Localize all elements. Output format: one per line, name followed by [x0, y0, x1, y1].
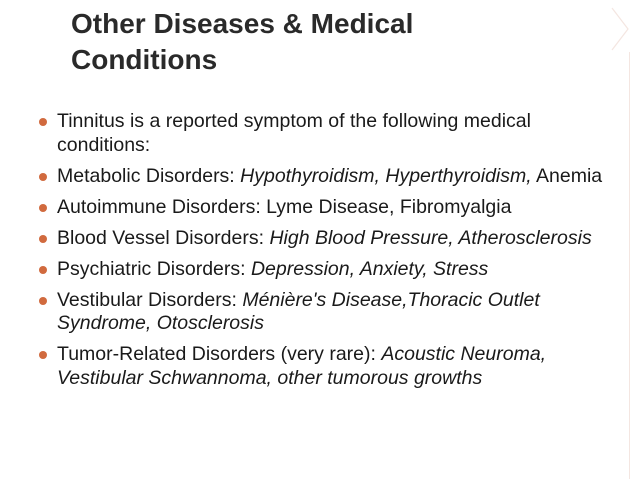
bullet-italic-text: Acoustic Neuroma, Vestibular Schwannoma, other tumorous growths: [57, 343, 547, 389]
bullet-text: Tinnitus is a reported symptom of the following medical conditions:: [57, 110, 531, 156]
bullet-italic-text: Ménière's Disease,Thoracic Outlet Syndrome, Otosclerosis: [57, 288, 540, 334]
slide-title-line-1: Other Diseases & Medical: [71, 8, 414, 39]
bullet-dot-icon: [39, 235, 47, 243]
bullet-dot-icon: [39, 173, 47, 181]
bullet-item: [42, 289, 612, 336]
bullet-dot-icon: [39, 266, 47, 274]
bullet-item: [42, 343, 612, 390]
bullet-text: Tumor-Related Disorders (very rare):: [57, 343, 382, 365]
bullet-italic-text: High Blood Pressure, Atherosclerosis: [269, 226, 592, 249]
bullet-dot-icon: [39, 204, 47, 212]
slide-title-line-2: Conditions: [71, 44, 218, 75]
decorative-divider: [629, 52, 630, 479]
bullet-item: [42, 227, 612, 251]
bullet-text: Psychiatric Disorders:: [57, 257, 251, 280]
bullet-item: [42, 165, 612, 189]
bullet-item: [42, 258, 612, 282]
bullet-list: [42, 110, 612, 398]
bullet-dot-icon: [39, 118, 47, 126]
bullet-text: Metabolic Disorders:: [57, 164, 241, 187]
bullet-suffix-text: Anemia: [531, 164, 603, 187]
bullet-text: Blood Vessel Disorders:: [57, 226, 270, 249]
bullet-item: [42, 196, 612, 220]
bullet-item: [42, 110, 612, 157]
slide-title: [71, 6, 591, 78]
bullet-dot-icon: [39, 297, 47, 305]
bullet-text: Vestibular Disorders:: [57, 288, 243, 311]
chevron-right-icon: [610, 6, 630, 52]
bullet-text: Autoimmune Disorders: Lyme Disease, Fibromyalgia: [57, 195, 512, 218]
bullet-dot-icon: [39, 351, 47, 359]
bullet-italic-text: Hypothyroidism, Hyperthyroidism,: [240, 164, 532, 187]
bullet-italic-text: Depression, Anxiety, Stress: [250, 257, 489, 280]
